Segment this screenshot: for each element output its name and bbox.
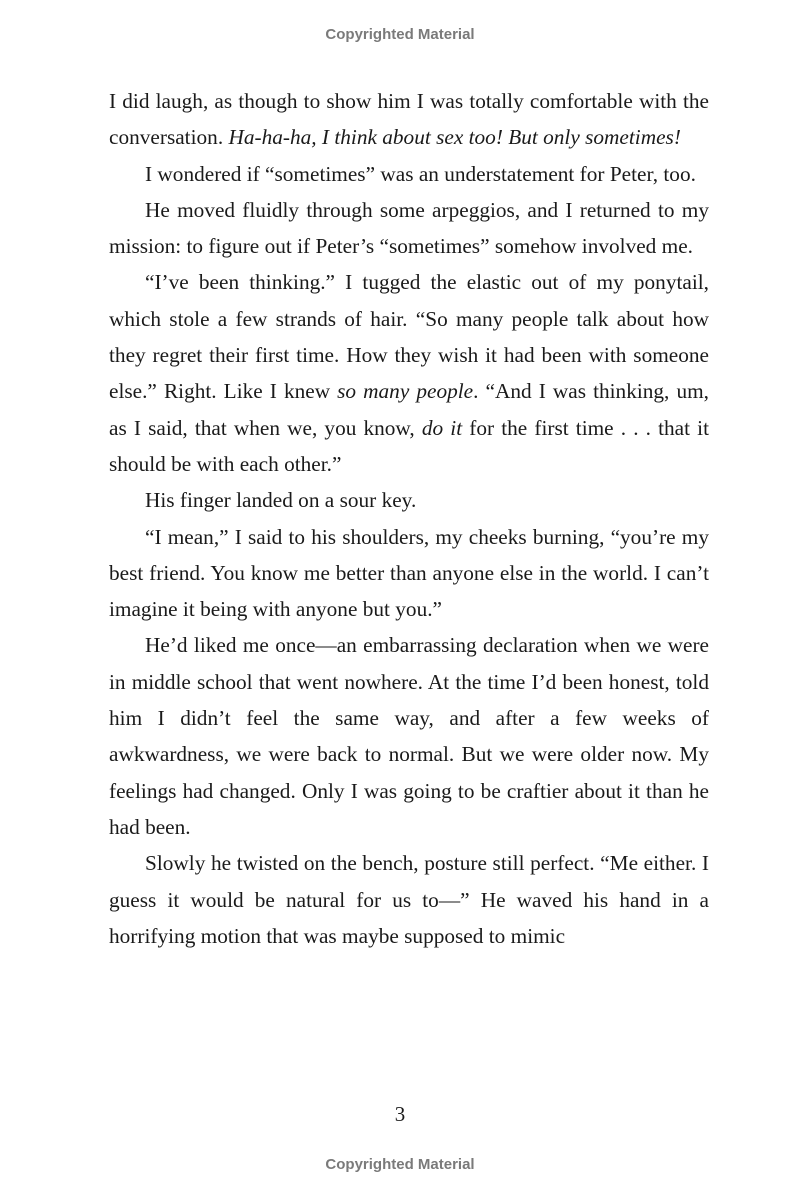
book-page-text xyxy=(109,83,709,954)
text-run: He moved fluidly through some arpeggios, and I returned to my mission: to figure out if Peter’s “sometimes” somehow involved me. xyxy=(109,197,709,259)
copyright-watermark-bottom: Copyrighted Material xyxy=(325,1156,475,1173)
text-run: . “And I was thinking, um, as I said, that when we, you know, xyxy=(109,379,709,440)
paragraph xyxy=(109,627,709,845)
paragraph xyxy=(109,264,709,482)
paragraph xyxy=(109,519,709,628)
italic-text-run: so many people xyxy=(337,379,474,404)
paragraph xyxy=(109,83,709,156)
italic-text-run: Ha-ha-ha, I think about sex too! But only sometimes! xyxy=(228,125,681,150)
paragraph xyxy=(109,845,709,954)
text-run: I wondered if “sometimes” was an understatement for Peter, too. xyxy=(145,161,696,186)
paragraph xyxy=(109,192,709,265)
text-run: “I mean,” I said to his shoulders, my cheeks burning, “you’re my best friend. You know me better than anyone else in the world. I can’t imagine it being with anyone but you.” xyxy=(109,524,709,622)
text-run: “I’ve been thinking.” I tugged the elastic out of my ponytail, which stole a few strands of hair. “So many people talk about how they regret their first time. How they wish it had been with someone else.” Right. Like I knew xyxy=(109,270,709,404)
text-run: for the first time . . . that it should be with each other.” xyxy=(109,415,709,476)
text-run: Slowly he twisted on the bench, posture still perfect. “Me either. I guess it would be natural for us to—” He waved his hand in a horrifying motion that was maybe supposed to mimic xyxy=(109,851,709,948)
text-run: His finger landed on a sour key. xyxy=(145,488,417,513)
paragraph xyxy=(109,482,709,518)
italic-text-run: do it xyxy=(421,415,463,440)
page-number: 3 xyxy=(394,1102,406,1126)
text-run: I did laugh, as though to show him I was totally comfortable with the conversation. xyxy=(109,89,709,150)
paragraph xyxy=(109,156,709,192)
text-run: He’d liked me once—an embarrassing declaration when we were in middle school that went nowhere. At the time I’d been honest, told him I didn’t feel the same way, and after a few weeks of awkwardness, we were back to normal. But we were older now. My feelings had changed. Only I was going to be craftier about it than he had been. xyxy=(109,633,709,839)
copyright-watermark-top: Copyrighted Material xyxy=(325,26,475,43)
